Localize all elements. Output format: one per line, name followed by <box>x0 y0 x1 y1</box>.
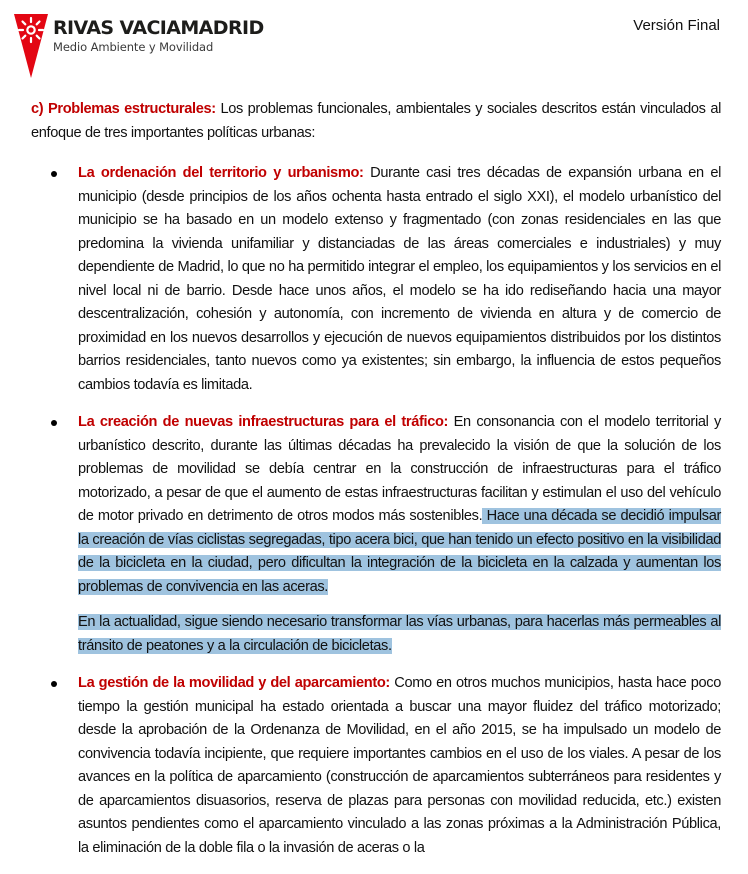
brand-name: RIVAS VACIAMADRID <box>53 17 264 39</box>
bullet-icon <box>51 420 57 426</box>
list-item-text: Como en otros muchos municipios, hasta hace poco tiempo la gestión municipal ha estado orientada a buscar una mayor fluidez del tráfico motorizado; desde la aprobación de la Ordenanza de Movilidad, en el año 2015, se ha impulsado un modelo de convivencia todavía incipiente, que requiere importantes cambios en el uso de los viales. A pesar de los avances en la política de aparcamiento (construcción de aparcamientos subterráneos para residentes y de aparcamientos disuasorios, reserva de plazas para personas con movilidad reducida, etc.) existen asuntos pendientes como el aparcamiento vinculado a las zonas próximas a la Administración Pública, la eliminación de la doble fila o la invasión de aceras o la <box>78 675 722 856</box>
list-item-title: La ordenación del territorio y urbanismo: <box>78 165 364 181</box>
rivas-logo-pennant-icon <box>14 14 48 78</box>
list-item-text: Durante casi tres décadas de expansión urbana en el municipio (desde principios de los años ochenta hasta entrado el siglo XXI), el modelo urbanístico del municipio se ha basado en un modelo extenso y fragmentado (con zonas residenciales en las que predomina la vivienda unifamiliar y distanciadas de las áreas comerciales e industriales) y muy dependiente de Madrid, lo que no ha permitido integrar el empleo, los equipamientos y los servicios en el nivel local ni de barrio. Desde hace unos años, el modelo se ha ido rediseñando hacia una mayor descentralización, cohesión y autonomía, con incremento de vivienda en altura y de comercio de proximidad en los nuevos desarrollos y ejecución de nuevos equipamientos distribuidos por los distintos barrios residenciales, tanto nuevos como ya existentes; sin embargo, la influencia de estos pequeños cambios todavía es limitada. <box>78 165 721 393</box>
list-item-title: La creación de nuevas infraestructuras para el tráfico: <box>78 414 449 430</box>
selected-text[interactable]: Hace una década se decidió impulsar la creación de vías ciclistas segregadas, tipo acera bici, que han tenido un efecto positivo en la visibilidad de la bicicleta en la ciudad, pero dificultan la integración de la bicicleta en la calzada y aumentan los problemas de convivencia en las aceras. <box>78 508 721 595</box>
bullet-icon <box>51 681 57 687</box>
policy-list <box>31 162 721 860</box>
list-item-follow-paragraph <box>78 611 721 658</box>
document-body <box>31 98 721 874</box>
list-item-paragraph <box>78 411 721 599</box>
list-item-text: En consonancia con el modelo territorial y urbanístico descrito, durante las últimas décadas ha prevalecido la visión de que la solución de los problemas de movilidad se debía centrar en la construcción de infraestructuras para el tráfico motorizado, a pesar de que el aumento de estas infraestructuras facilitan y estimulan el uso del vehículo de motor privado en detrimento de otros modos más sostenibles. <box>78 414 721 524</box>
brand-block <box>53 17 264 54</box>
selected-text[interactable]: En la actualidad, sigue siendo necesario transformar las vías urbanas, para hacerlas más permeables al tránsito de peatones y a la circulación de bicicletas. <box>78 614 721 654</box>
list-item <box>31 672 721 860</box>
list-item-paragraph <box>78 672 721 860</box>
bullet-icon <box>51 171 57 177</box>
section-heading: c) Problemas estructurales: <box>31 101 216 117</box>
section-intro <box>31 98 721 145</box>
list-item <box>31 411 721 658</box>
version-label: Versión Final <box>633 17 720 34</box>
list-item-title: La gestión de la movilidad y del aparcamiento: <box>78 675 390 691</box>
section-intro-text: Los problemas funcionales, ambientales y sociales descritos están vinculados al enfoque de tres importantes políticas urbanas: <box>31 101 721 141</box>
page-header <box>0 0 748 90</box>
brand-subtitle: Medio Ambiente y Movilidad <box>53 40 214 54</box>
list-item <box>31 162 721 397</box>
list-item-paragraph <box>78 162 721 397</box>
